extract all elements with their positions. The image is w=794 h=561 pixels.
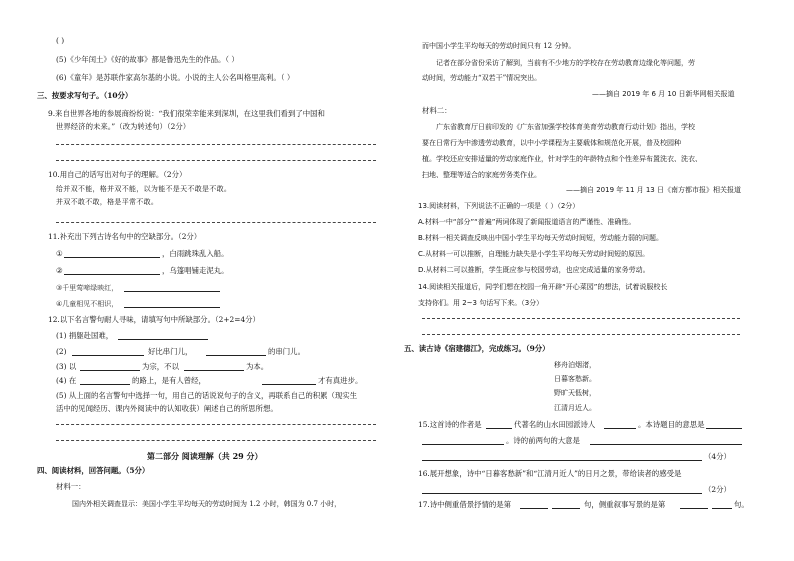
q10-quote-1: 给并双不能，格并双不能，以为能不是天不敢是不敢。 (56, 185, 232, 193)
fill-blank[interactable] (124, 307, 220, 308)
fill-blank[interactable] (64, 257, 160, 258)
q11-4: ④几童相见不相识， (56, 300, 119, 308)
answer-line[interactable] (56, 144, 376, 145)
material-2-line1: 广东省教育厅日前印发的《广东省加强学校体育美育劳动教育行动计划》指出，学校 (436, 123, 695, 131)
q17-c: 句。 (734, 500, 749, 509)
q12-4-b: 的路上，是有人曾经， (132, 376, 206, 385)
fill-blank[interactable] (118, 339, 208, 340)
material-2-label: 材料二： (422, 106, 452, 115)
fill-blank[interactable] (706, 428, 742, 429)
answer-line[interactable] (422, 334, 740, 335)
q13-option-c[interactable]: C.从材料一可以推断，自理能力缺失是小学生平均每天劳动时间短的原因。 (418, 250, 650, 258)
tf-item-6: (6)《童年》是苏联作家高尔基的小说。小说的主人公名叫格里高利。（ ） (56, 73, 295, 82)
q9-line2: 世界经济的未来。”（改为转述句）（2分） (56, 122, 191, 131)
fill-blank[interactable] (604, 428, 636, 429)
tf-item-5: (5)《少年闰土》《好的故事》都是鲁迅先生的作品。（ ） (56, 55, 239, 64)
q11-1: ，白雨跳珠乱入船。 (162, 249, 229, 258)
part-2-heading: 第二部分 阅读理解（共 29 分） (147, 451, 263, 461)
fill-blank[interactable] (124, 291, 220, 292)
q14-line1: 14.阅读相关报道后，同学们想在校园一角开辟“开心菜园”的想法，试着说服校长 (418, 283, 668, 291)
q12-2-a: (2) (56, 347, 67, 356)
poem-line-3: 野旷天低树， (554, 389, 596, 397)
material-2-line2: 要在日常行为中渗透劳动教育，以中小学课程为主要载体和规范化开展，普及校园种 (422, 139, 681, 147)
q11-3: ③千里莺啼绿映红， (56, 284, 119, 292)
q12-3-a: (3) 以 (56, 362, 77, 371)
q12-2-c: 的串门儿。 (268, 347, 305, 356)
poem-line-4: 江清月近人。 (554, 404, 596, 412)
q17-a: 17.诗中侧重借景抒情的是第 (418, 500, 512, 509)
section-3-heading: 三、按要求写句子。（10分） (37, 91, 133, 100)
fill-blank[interactable] (422, 444, 504, 445)
answer-line[interactable] (422, 318, 740, 319)
source-2: ——摘自 2019 年 11 月 13 日《南方都市报》相关报道 (566, 186, 741, 194)
fill-blank[interactable] (486, 428, 512, 429)
q12: 12.以下名言警句耐人寻味，请填写句中所缺部分。（2+2=4分） (48, 315, 260, 324)
q12-4-a: (4) 在 (56, 376, 77, 385)
q11-2: ，乌篷唱铺走泥丸。 (162, 266, 229, 275)
material-1-cont: 而中国小学生平均每天的劳动时间只有 12 分钟。 (422, 42, 576, 50)
fill-blank[interactable] (680, 508, 708, 509)
q15-score: （4分） (704, 452, 731, 461)
q16-score: （2分） (704, 485, 731, 494)
q12-3-b: 为宗，不以 (142, 362, 179, 371)
fill-blank[interactable] (184, 370, 244, 371)
source-1: ——摘自 2019 年 6 月 10 日新华网相关报道 (592, 90, 735, 98)
material-2-line3: 植。学校还应安排适量的劳动家庭作业，针对学生的年龄特点和个性差异布置洗衣、洗衣、 (422, 155, 702, 163)
q12-3-c: 为本。 (246, 362, 269, 371)
q11: 11.补充出下列古诗名句中的空缺部分。（2分） (48, 232, 202, 241)
fill-blank[interactable] (206, 355, 266, 356)
fill-blank[interactable] (520, 508, 548, 509)
answer-line[interactable] (56, 424, 376, 425)
q17-b: 句，侧重叙事写景的是第 (584, 500, 666, 509)
fill-blank[interactable] (590, 444, 742, 445)
q11-2-num: ② (56, 266, 63, 275)
q10: 10.用自己的话写出对句子的理解。（2分） (48, 170, 187, 179)
q12-5-line2: 活中的见闻经历、课内外阅读中的认知收获）阐述自己的所思所想。 (56, 404, 278, 413)
q11-1-num: ① (56, 249, 63, 258)
fill-blank[interactable] (262, 384, 316, 385)
q14-line2: 支持你们。用 2~3 句话写下来。（3分） (418, 299, 544, 307)
q12-2-b: 好比串门儿， (148, 347, 193, 356)
fill-blank[interactable] (64, 274, 160, 275)
q10-quote-2: 并双不敢不敢，格是平常不敢。 (56, 198, 159, 206)
answer-line[interactable] (56, 160, 376, 161)
fill-blank[interactable] (552, 508, 580, 509)
q12-1: (1) 捐躯赴国难， (56, 331, 114, 340)
q12-4-c: 才有真进步。 (318, 376, 363, 385)
poem-line-1: 移舟泊烟渚， (554, 361, 596, 369)
fill-blank[interactable] (712, 508, 732, 509)
q15-b: 代著名的山水田园派诗人 (514, 420, 596, 429)
section-4-heading: 四、阅读材料，回答问题。（5分） (37, 466, 150, 475)
answer-line[interactable] (56, 440, 376, 441)
material-1-p2-line1: 记者在部分省份采访了解到，当前有不少地方的学校存在劳动教育边缘化等问题，劳 (436, 59, 695, 67)
material-2-line4: 扫地、整理等适合的家庭劳务类作业。 (422, 171, 541, 179)
material-1-label: 材料一： (56, 482, 86, 491)
q9-line1: 9.来自世界各地的参展商纷纷说：“我们很荣幸能来到深圳，在这里我们看到了中国和 (48, 109, 325, 118)
fill-blank[interactable] (422, 460, 702, 461)
q-blank-paren: ( ) (56, 36, 65, 45)
material-1-text: 国内外相关调查显示：美国小学生平均每天的劳动时间为 1.2 小时，韩国为 0.7 小时， (72, 500, 342, 508)
q13: 13.阅读材料，下列说法不正确的一项是（ ）（2分） (418, 202, 580, 210)
section-5-heading: 五、读古诗《宿建德江》，完成练习。（9分） (404, 344, 550, 353)
q16: 16.展开想象，诗中“日暮客愁新”和“江清月近人”的日月之景，带给读者的感受是 (418, 469, 682, 478)
q15-c: 。本诗题目的意思是 (638, 420, 705, 429)
q15-d: 。诗的前两句的大意是 (506, 436, 580, 445)
fill-blank[interactable] (80, 370, 140, 371)
q13-option-a[interactable]: A.材料一中“部分”“普遍”两词体现了新闻报道语言的严谨性、准确性。 (418, 218, 636, 226)
fill-blank[interactable] (80, 384, 130, 385)
answer-line[interactable] (56, 222, 376, 223)
q15-a: 15.这首诗的作者是 (418, 420, 482, 429)
poem-line-2: 日暮客愁新。 (554, 375, 596, 383)
q12-5-line1: (5) 从上面的名言警句中选择一句，用自己的话说说句子的含义，再联系自己的积累（现实生 (56, 391, 358, 400)
q13-option-b[interactable]: B.材料一相关调查反映出中国小学生平均每天劳动时间短，劳动能力弱的问题。 (418, 234, 664, 242)
fill-blank[interactable] (72, 355, 144, 356)
material-1-p2-line2: 动时间，劳动能力“双若干”情况突出。 (422, 74, 542, 82)
q13-option-d[interactable]: D.从材料二可以推断，学生既应参与校园劳动，也应完成适量的家务劳动。 (418, 266, 650, 274)
fill-blank[interactable] (422, 493, 702, 494)
